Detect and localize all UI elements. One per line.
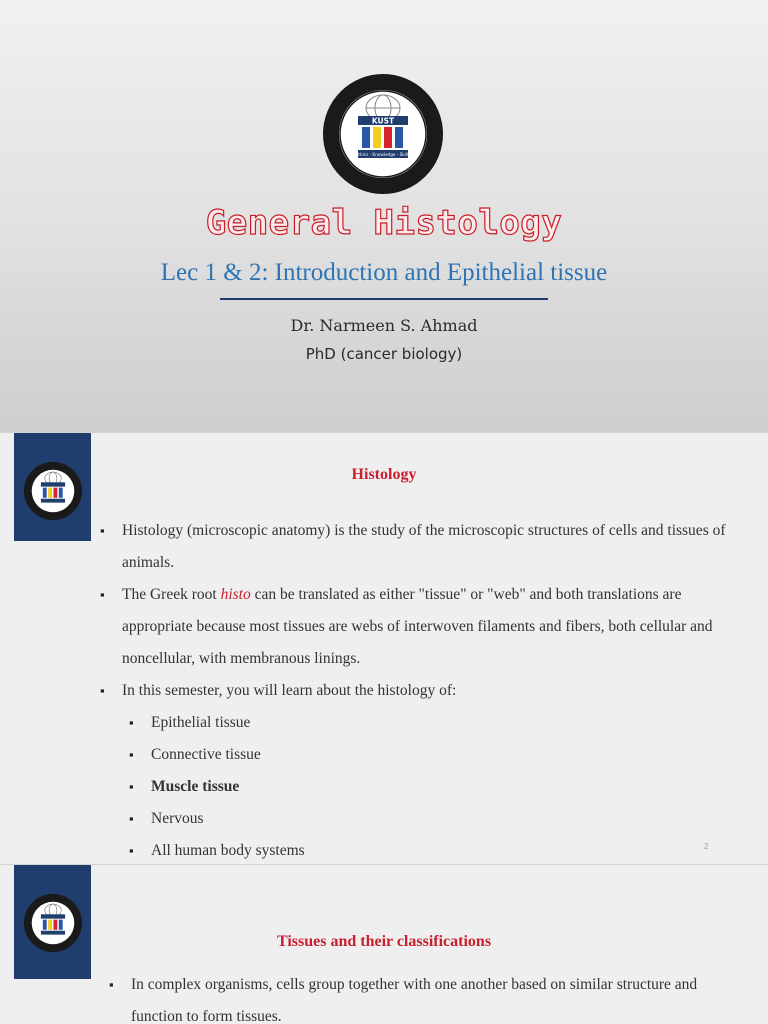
logo-motto: Ethics - Knowledge - Skills — [355, 152, 411, 157]
list-item — [100, 579, 746, 675]
histology-slide — [0, 432, 768, 864]
sub-list-item: ▪ Muscle tissue — [100, 771, 746, 803]
sub-list-item: ▪ Connective tissue — [100, 739, 746, 771]
presentation-title: General Histology — [205, 203, 563, 243]
list-item: ▪ Histology (microscopic anatomy) is the study of the microscopic structures of cells and tissues of animals. — [100, 515, 746, 579]
list-item: ▪ In complex organisms, cells group together with one another based on similar structure and function to form tissues. — [109, 969, 746, 1024]
sub-list-item: ▪ All human body systems — [100, 835, 746, 864]
author-name: Dr. Narmeen S. Ahmad — [290, 316, 478, 335]
list-item: ▪ In this semester, you will learn about the histology of: — [100, 675, 746, 707]
logo-acronym: KUST — [371, 116, 395, 126]
slide-content — [109, 969, 746, 1024]
slide-content — [100, 515, 746, 864]
page-number: 2 — [704, 842, 709, 851]
slide-heading: Histology — [351, 466, 417, 483]
presentation-subtitle: Lec 1 & 2: Introduction and Epithelial tissue — [160, 259, 608, 286]
title-slide — [0, 0, 768, 432]
bullet-text: The Greek root — [122, 586, 221, 603]
university-logo — [321, 72, 445, 196]
logo-side-block — [14, 433, 91, 541]
emphasized-term: histo — [220, 586, 251, 603]
tissues-slide — [0, 864, 768, 1024]
logo-side-block — [14, 865, 91, 979]
bullet-text: can be translated as either "tissue" or "web" and both translations are appropriate because most tissues are webs of interwoven filaments and fibers, both cellular and noncellular, with membranous linings. — [122, 586, 713, 667]
slide-heading: Tissues and their classifications — [276, 933, 492, 950]
title-divider — [220, 298, 548, 300]
sub-list-item: ▪ Epithelial tissue — [100, 707, 746, 739]
sub-list-item: ▪ Nervous — [100, 803, 746, 835]
author-degree: PhD (cancer biology) — [305, 345, 463, 363]
